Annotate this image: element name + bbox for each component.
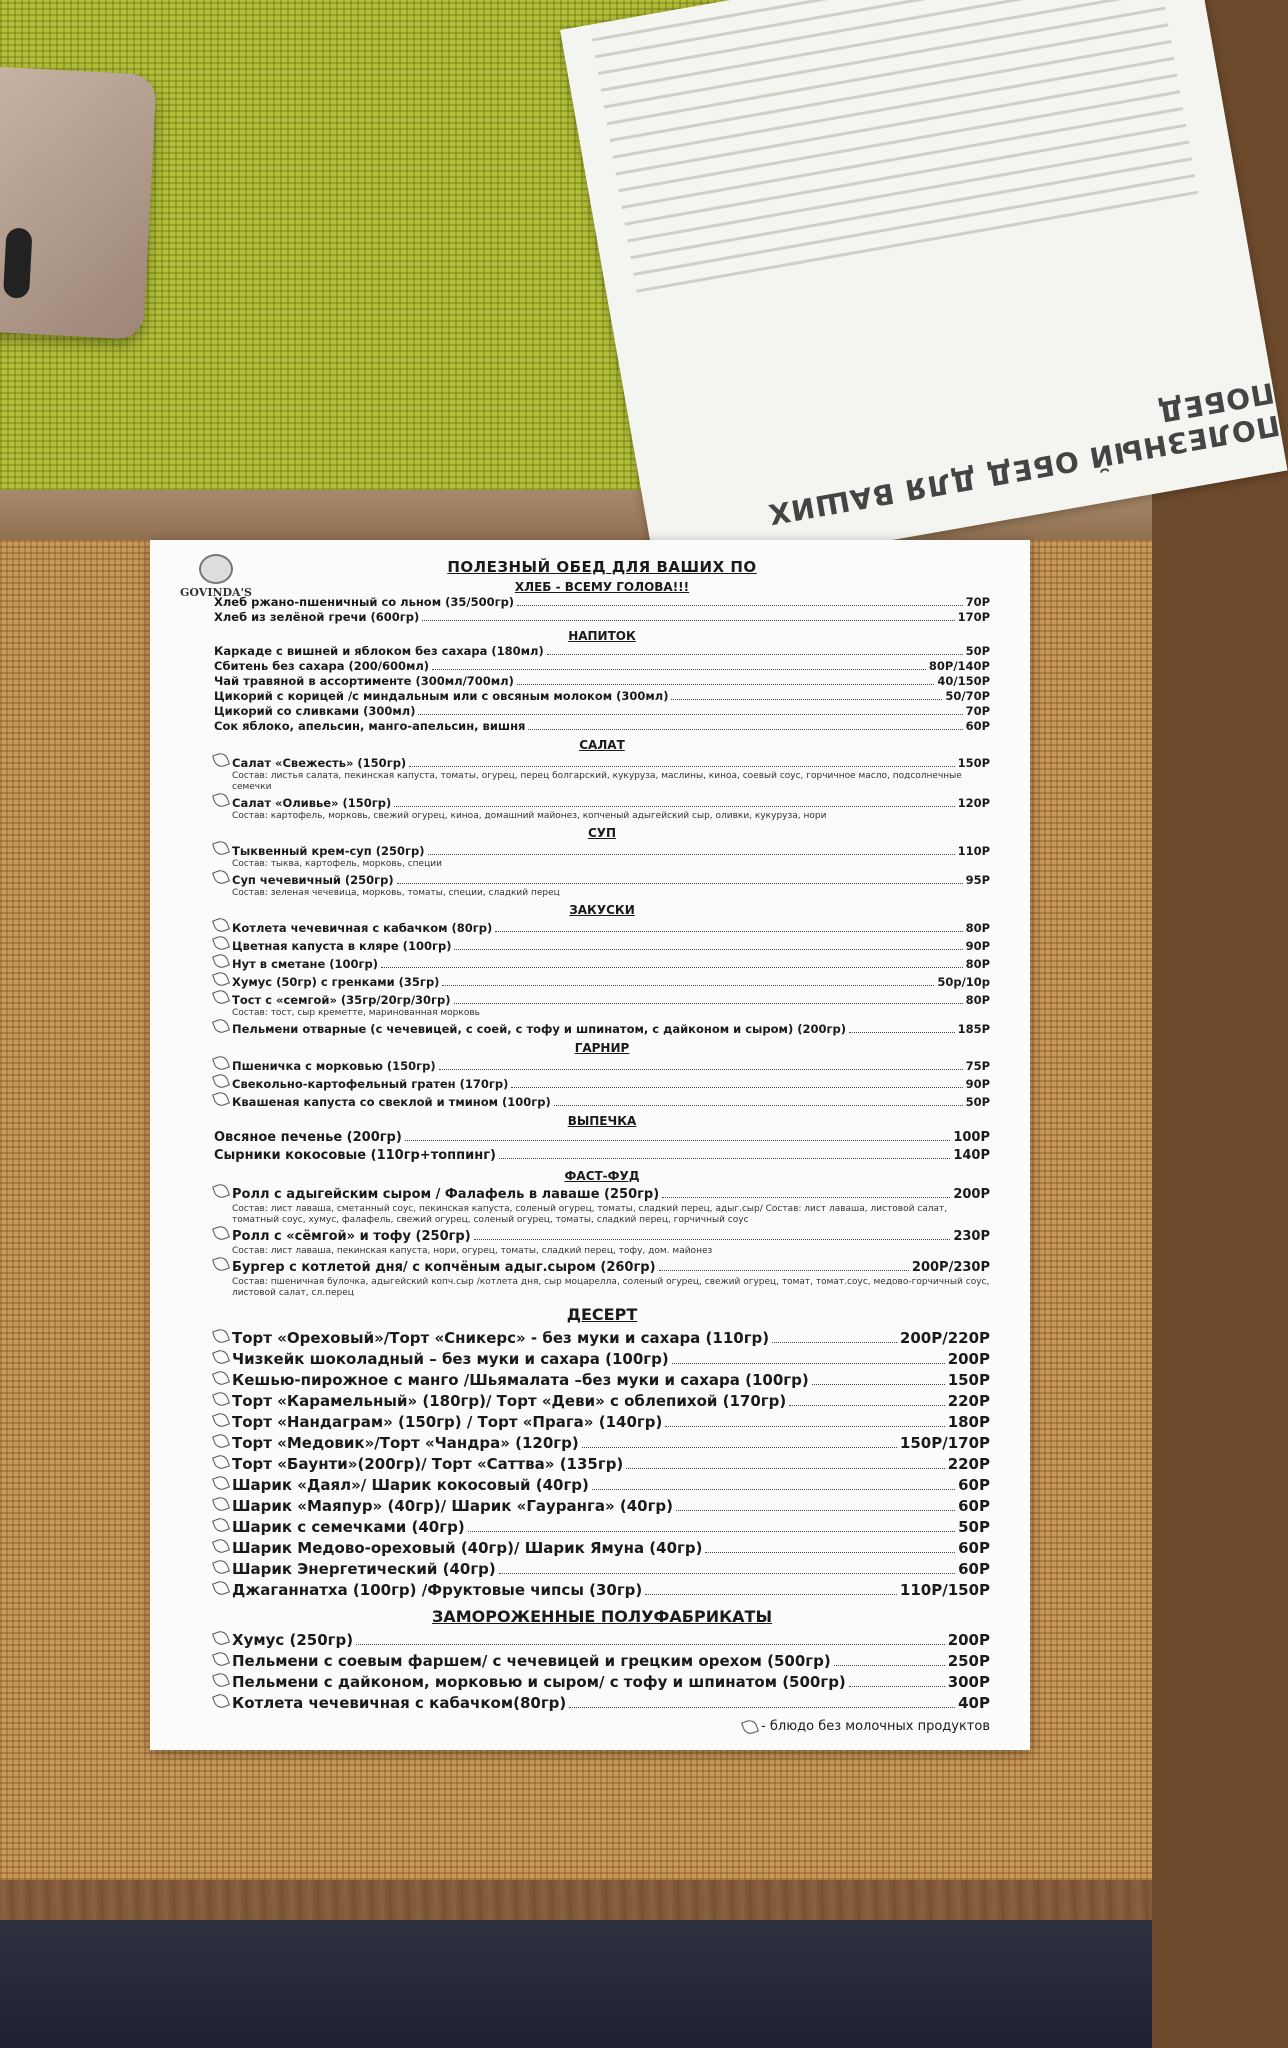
menu-item bbox=[214, 674, 990, 689]
item-name: Нут в сметане (100гр) bbox=[232, 957, 379, 971]
leaf-icon bbox=[212, 952, 230, 970]
leaf-icon bbox=[212, 791, 230, 809]
menu-item bbox=[214, 1019, 990, 1037]
item-price: 70Р bbox=[965, 595, 990, 609]
leaf-icon bbox=[212, 1516, 230, 1534]
leader-dots bbox=[409, 766, 954, 767]
menu-item bbox=[214, 954, 990, 972]
bread-list bbox=[214, 595, 990, 625]
leaf-icon bbox=[212, 751, 230, 769]
item-composition: Состав: зеленая чечевица, морковь, томаты, специи, сладкий перец bbox=[232, 888, 560, 898]
menu-item bbox=[214, 1475, 990, 1496]
item-price: 60Р bbox=[958, 1560, 990, 1578]
leaf-icon bbox=[212, 1054, 230, 1072]
leader-dots bbox=[381, 967, 963, 968]
leader-dots bbox=[849, 1032, 955, 1033]
section-soup: СУП bbox=[587, 826, 617, 840]
item-name: Чизкейк шоколадный – без муки и сахара (100гр) bbox=[232, 1350, 669, 1368]
item-price: 180Р bbox=[947, 1413, 990, 1431]
item-name: Салат «Оливье» (150гр) bbox=[232, 796, 392, 810]
item-price: 150Р/170Р bbox=[899, 1434, 990, 1452]
item-composition: Состав: лист лаваша, пекинская капуста, нори, огурец, томаты, сладкий перец, тофу, дом. майонез bbox=[232, 1246, 713, 1256]
item-price: 110Р/150Р bbox=[899, 1581, 990, 1599]
leaf-icon bbox=[212, 1558, 230, 1576]
leader-dots bbox=[495, 931, 962, 932]
item-name: Кешью-пирожное с манго /Шьямалата –без муки и сахара (100гр) bbox=[232, 1371, 809, 1389]
item-name: Хлеб из зелёной гречи (600гр) bbox=[214, 610, 420, 624]
leader-dots bbox=[422, 620, 954, 621]
item-price: 75Р bbox=[965, 1059, 990, 1073]
leader-dots bbox=[569, 1707, 955, 1708]
item-price: 200Р/220Р bbox=[899, 1329, 990, 1347]
item-name: Свекольно-картофельный гратен (170гр) bbox=[232, 1077, 509, 1091]
item-price: 200Р bbox=[953, 1187, 990, 1202]
item-price: 50Р bbox=[965, 644, 990, 658]
leaf-icon bbox=[741, 1718, 759, 1736]
leader-dots bbox=[517, 605, 962, 606]
menu-item bbox=[214, 1517, 990, 1538]
item-composition: Состав: тост, сыр креметте, маринованная морковь bbox=[232, 1008, 480, 1018]
item-price: 250Р bbox=[947, 1652, 990, 1670]
item-price: 80Р/140Р bbox=[928, 659, 990, 673]
smartphone bbox=[0, 65, 157, 340]
leader-dots bbox=[397, 883, 963, 884]
leaf-icon bbox=[212, 1411, 230, 1429]
leaf-icon bbox=[212, 1017, 230, 1035]
item-price: 70Р bbox=[965, 704, 990, 718]
item-name: Котлета чечевичная с кабачком(80гр) bbox=[232, 1694, 567, 1712]
leader-dots bbox=[499, 1573, 955, 1574]
leader-dots bbox=[418, 714, 962, 715]
item-price: 60Р bbox=[958, 1497, 990, 1515]
item-name: Бургер с котлетой дня/ с копчёным адыг.сыром (260гр) bbox=[232, 1260, 656, 1275]
item-price: 200Р/230Р bbox=[911, 1260, 990, 1275]
menu-title: ПОЛЕЗНЫЙ ОБЕД ДЛЯ ВАШИХ ПО bbox=[447, 558, 757, 576]
floor bbox=[0, 1920, 1152, 2048]
menu-item bbox=[214, 1693, 990, 1714]
garnish-list bbox=[214, 1056, 990, 1110]
leader-dots bbox=[849, 1686, 945, 1687]
menu-sheet bbox=[150, 540, 1030, 1750]
leaf-icon bbox=[212, 988, 230, 1006]
menu-item bbox=[214, 1257, 990, 1277]
item-name: Сок яблоко, апельсин, манго-апельсин, вишня bbox=[214, 719, 526, 733]
menu-item bbox=[214, 1672, 990, 1693]
item-name: Ролл с «сёмгой» и тофу (250гр) bbox=[232, 1229, 471, 1244]
menu-item bbox=[214, 1129, 990, 1147]
leaf-icon bbox=[212, 1072, 230, 1090]
menu-item bbox=[214, 793, 990, 811]
leader-dots bbox=[834, 1665, 945, 1666]
item-name: Цикорий со сливками (300мл) bbox=[214, 704, 416, 718]
item-name: Сырники кокосовые (110гр+топпинг) bbox=[214, 1148, 496, 1163]
leader-dots bbox=[626, 1468, 944, 1469]
leaf-icon bbox=[212, 839, 230, 857]
item-name: Ролл с адыгейским сыром / Фалафель в лаваше (250гр) bbox=[232, 1187, 660, 1202]
menu-item bbox=[214, 1056, 990, 1074]
item-name: Каркаде с вишней и яблоком без сахара (180мл) bbox=[214, 644, 544, 658]
section-drinks: НАПИТОК bbox=[568, 629, 636, 643]
leader-dots bbox=[547, 654, 963, 655]
item-name: Хумус (50гр) с гренками (35гр) bbox=[232, 975, 440, 989]
item-name: Тост с «семгой» (35гр/20гр/30гр) bbox=[232, 993, 451, 1007]
leaf-icon bbox=[212, 934, 230, 952]
menu-item bbox=[214, 1370, 990, 1391]
leaf-icon bbox=[212, 1692, 230, 1710]
menu-item bbox=[214, 704, 990, 719]
item-composition: Состав: пшеничная булочка, адыгейский копч.сыр /котлета дня, сыр моцарелла, соленый огурец, свежий огурец, томат, томат.соус, медово-горчичный соус, листовой салат, сл.перец bbox=[232, 1277, 990, 1298]
leader-dots bbox=[592, 1489, 955, 1490]
item-price: 150Р bbox=[947, 1371, 990, 1389]
leaf-icon bbox=[212, 916, 230, 934]
item-name: Хумус (250гр) bbox=[232, 1631, 354, 1649]
item-price: 80Р bbox=[965, 957, 990, 971]
leader-dots bbox=[442, 985, 934, 986]
menu-item bbox=[214, 1630, 990, 1651]
leader-dots bbox=[789, 1405, 944, 1406]
second-menu-sheet bbox=[560, 0, 1288, 581]
item-price: 50/70Р bbox=[945, 689, 990, 703]
leaf-icon bbox=[212, 1495, 230, 1513]
item-name: Квашеная капуста со свеклой и тмином (100гр) bbox=[232, 1095, 551, 1109]
item-composition: Состав: лист лаваша, сметанный соус, пекинская капуста, соленый огурец, томаты, сладкий перец, адыг.сыр/ Состав: лист лаваша, листовой салат, томатный соус, хумус, фалафель, свежий огурец, соленый огурец, томаты, сладкий перец, горчичный соус bbox=[232, 1204, 948, 1225]
item-name: Джаганнатха (100гр) /Фруктовые чипсы (30гр) bbox=[232, 1581, 643, 1599]
section-salad: САЛАТ bbox=[579, 738, 625, 752]
leader-dots bbox=[405, 1140, 951, 1141]
item-price: 50р/10р bbox=[937, 975, 990, 989]
camera-icon bbox=[3, 228, 33, 299]
leaf-icon bbox=[212, 1327, 230, 1345]
bakery-list bbox=[214, 1129, 990, 1165]
leader-dots bbox=[582, 1447, 897, 1448]
leader-dots bbox=[428, 854, 955, 855]
leaf-icon bbox=[212, 1369, 230, 1387]
item-price: 120Р bbox=[957, 796, 990, 810]
menu-item bbox=[214, 841, 990, 859]
leader-dots bbox=[662, 1197, 950, 1198]
item-name: Хлеб ржано-пшеничный со льном (35/500гр) bbox=[214, 595, 515, 609]
menu-item bbox=[214, 1328, 990, 1349]
item-name: Чай травяной в ассортименте (300мл/700мл) bbox=[214, 674, 514, 688]
menu-item bbox=[214, 659, 990, 674]
leaf-icon bbox=[212, 1224, 230, 1242]
leader-dots bbox=[432, 669, 926, 670]
item-name: Цветная капуста в кляре (100гр) bbox=[232, 939, 452, 953]
leader-dots bbox=[659, 1270, 909, 1271]
legend-note: - блюдо без молочных продуктов bbox=[743, 1719, 990, 1734]
leader-dots bbox=[511, 1087, 962, 1088]
item-name: Суп чечевичный (250гр) bbox=[232, 873, 394, 887]
leader-dots bbox=[665, 1426, 944, 1427]
item-price: 300Р bbox=[947, 1673, 990, 1691]
item-name: Торт «Нандаграм» (150гр) / Торт «Прага» (140гр) bbox=[232, 1413, 663, 1431]
leaf-icon bbox=[212, 1090, 230, 1108]
leader-dots bbox=[671, 699, 942, 700]
item-price: 230Р bbox=[953, 1229, 990, 1244]
salad-list bbox=[214, 753, 990, 822]
item-composition: Состав: листья салата, пекинская капуста, томаты, огурец, перец болгарский, кукуруза, маслины, киноа, соевый соус, горчичное масло, подсолнечные семечки bbox=[232, 771, 962, 792]
item-name: Котлета чечевичная с кабачком (80гр) bbox=[232, 921, 493, 935]
leader-dots bbox=[812, 1384, 945, 1385]
leader-dots bbox=[528, 729, 962, 730]
leaf-icon bbox=[212, 1182, 230, 1200]
menu-item bbox=[214, 1651, 990, 1672]
item-price: 140Р bbox=[953, 1148, 990, 1163]
item-name: Салат «Свежесть» (150гр) bbox=[232, 756, 407, 770]
menu-item bbox=[214, 972, 990, 990]
item-name: Шарик «Маяпур» (40гр)/ Шарик «Гауранга» (40гр) bbox=[232, 1497, 674, 1515]
section-frozen: ЗАМОРОЖЕННЫЕ ПОЛУФАБРИКАТЫ bbox=[431, 1607, 773, 1626]
snacks-list bbox=[214, 918, 990, 1037]
leader-dots bbox=[676, 1510, 955, 1511]
menu-item bbox=[214, 918, 990, 936]
menu-item bbox=[214, 1538, 990, 1559]
leader-dots bbox=[672, 1363, 945, 1364]
menu-item bbox=[214, 1412, 990, 1433]
menu-item bbox=[214, 1184, 990, 1204]
menu-item bbox=[214, 990, 990, 1008]
item-composition: Состав: картофель, морковь, свежий огурец, киноа, домашний майонез, копченый адыгейский сыр, оливки, кукуруза, нори bbox=[232, 811, 827, 821]
item-name: Пшеничка с морковью (150гр) bbox=[232, 1059, 436, 1073]
item-name: Шарик Энергетический (40гр) bbox=[232, 1560, 496, 1578]
item-name: Цикорий с корицей /с миндальным или с овсяным молоком (300мл) bbox=[214, 689, 669, 703]
menu-item bbox=[214, 1454, 990, 1475]
leader-dots bbox=[454, 1003, 963, 1004]
item-price: 200Р bbox=[947, 1631, 990, 1649]
item-price: 50Р bbox=[958, 1518, 990, 1536]
section-garnish: ГАРНИР bbox=[574, 1041, 630, 1055]
leader-dots bbox=[454, 949, 962, 950]
menu-item bbox=[214, 1496, 990, 1517]
item-price: 60Р bbox=[958, 1539, 990, 1557]
item-price: 50Р bbox=[965, 1095, 990, 1109]
leaf-icon bbox=[212, 1671, 230, 1689]
menu-item bbox=[214, 870, 990, 888]
item-name: Торт «Карамельный» (180гр)/ Торт «Деви» с облепихой (170гр) bbox=[232, 1392, 787, 1410]
item-price: 220Р bbox=[947, 1392, 990, 1410]
leaf-icon bbox=[212, 1537, 230, 1555]
leader-dots bbox=[356, 1644, 945, 1645]
dessert-list bbox=[214, 1328, 990, 1601]
item-name: Шарик с семечками (40гр) bbox=[232, 1518, 465, 1536]
item-price: 170Р bbox=[957, 610, 990, 624]
item-price: 90Р bbox=[965, 1077, 990, 1091]
item-price: 60Р bbox=[965, 719, 990, 733]
leaf-icon bbox=[212, 1579, 230, 1597]
section-bread: ХЛЕБ - ВСЕМУ ГОЛОВА!!! bbox=[514, 580, 690, 594]
item-name: Пельмени с дайконом, морковью и сыром/ с тофу и шпинатом (500гр) bbox=[232, 1673, 846, 1691]
menu-item bbox=[214, 1226, 990, 1246]
item-price: 40/150Р bbox=[937, 674, 990, 688]
leader-dots bbox=[517, 684, 935, 685]
item-price: 220Р bbox=[947, 1455, 990, 1473]
menu-item bbox=[214, 1433, 990, 1454]
menu-item bbox=[214, 1559, 990, 1580]
item-name: Шарик Медово-ореховый (40гр)/ Шарик Ямуна (40гр) bbox=[232, 1539, 703, 1557]
menu-item bbox=[214, 644, 990, 659]
item-price: 60Р bbox=[958, 1476, 990, 1494]
leaf-icon bbox=[212, 1629, 230, 1647]
item-name: Пельмени отварные (с чечевицей, с соей, с тофу и шпинатом, с дайконом и сыром) (200гр) bbox=[232, 1022, 846, 1036]
item-price: 80Р bbox=[965, 921, 990, 935]
menu-item bbox=[214, 689, 990, 704]
drinks-list bbox=[214, 644, 990, 734]
item-composition: Состав: тыква, картофель, морковь, специи bbox=[232, 859, 442, 869]
leaf-icon bbox=[212, 1474, 230, 1492]
item-price: 90Р bbox=[965, 939, 990, 953]
menu-item bbox=[214, 1074, 990, 1092]
leaf-icon bbox=[212, 1432, 230, 1450]
leader-dots bbox=[394, 806, 954, 807]
item-name: Сбитень без сахара (200/600мл) bbox=[214, 659, 430, 673]
item-name: Торт «Медовик»/Торт «Чандра» (120гр) bbox=[232, 1434, 579, 1452]
item-name: Пельмени с соевым фаршем/ с чечевицей и грецким орехом (500гр) bbox=[232, 1652, 831, 1670]
menu-item bbox=[214, 610, 990, 625]
logo-icon bbox=[199, 554, 233, 584]
item-price: 200Р bbox=[947, 1350, 990, 1368]
leader-dots bbox=[439, 1069, 963, 1070]
leaf-icon bbox=[212, 1453, 230, 1471]
item-name: Овсяное печенье (200гр) bbox=[214, 1130, 402, 1145]
item-price: 185Р bbox=[957, 1022, 990, 1036]
menu-item bbox=[214, 595, 990, 610]
fastfood-list bbox=[214, 1184, 990, 1299]
menu-item bbox=[214, 1092, 990, 1110]
menu-item bbox=[214, 1580, 990, 1601]
menu-item bbox=[214, 936, 990, 954]
section-fastfood: ФАСТ-ФУД bbox=[564, 1169, 640, 1183]
leaf-icon bbox=[212, 1348, 230, 1366]
item-name: Тыквенный крем-суп (250гр) bbox=[232, 844, 425, 858]
leader-dots bbox=[474, 1239, 951, 1240]
frozen-list bbox=[214, 1630, 990, 1714]
leader-dots bbox=[468, 1531, 955, 1532]
section-snacks: ЗАКУСКИ bbox=[569, 903, 635, 917]
item-price: 95Р bbox=[965, 873, 990, 887]
menu-item bbox=[214, 753, 990, 771]
soup-list bbox=[214, 841, 990, 899]
second-sheet-title: ПОЛЕЗНЫЙ ОБЕД ДЛЯ ВАШИХ ПОБЕД bbox=[765, 375, 1283, 531]
menu-item bbox=[214, 719, 990, 734]
leaf-icon bbox=[212, 868, 230, 886]
leaf-icon bbox=[212, 1390, 230, 1408]
section-dessert: ДЕСЕРТ bbox=[566, 1305, 638, 1324]
item-price: 40Р bbox=[958, 1694, 990, 1712]
leader-dots bbox=[772, 1342, 897, 1343]
leader-dots bbox=[499, 1158, 950, 1159]
section-bakery: ВЫПЕЧКА bbox=[567, 1114, 637, 1128]
leader-dots bbox=[645, 1594, 897, 1595]
leaf-icon bbox=[212, 970, 230, 988]
menu-item bbox=[214, 1391, 990, 1412]
item-price: 150Р bbox=[957, 756, 990, 770]
item-name: Торт «Баунти»(200гр)/ Торт «Саттва» (135гр) bbox=[232, 1455, 624, 1473]
item-price: 80Р bbox=[965, 993, 990, 1007]
menu-item bbox=[214, 1147, 990, 1165]
leaf-icon bbox=[212, 1255, 230, 1273]
leader-dots bbox=[705, 1552, 955, 1553]
item-price: 110Р bbox=[957, 844, 990, 858]
leader-dots bbox=[554, 1105, 963, 1106]
brand-logo: GOVINDA'S bbox=[180, 554, 252, 599]
item-name: Шарик «Даял»/ Шарик кокосовый (40гр) bbox=[232, 1476, 589, 1494]
leaf-icon bbox=[212, 1650, 230, 1668]
item-price: 100Р bbox=[953, 1130, 990, 1145]
item-name: Торт «Ореховый»/Торт «Сникерс» - без муки и сахара (110гр) bbox=[232, 1329, 770, 1347]
menu-item bbox=[214, 1349, 990, 1370]
